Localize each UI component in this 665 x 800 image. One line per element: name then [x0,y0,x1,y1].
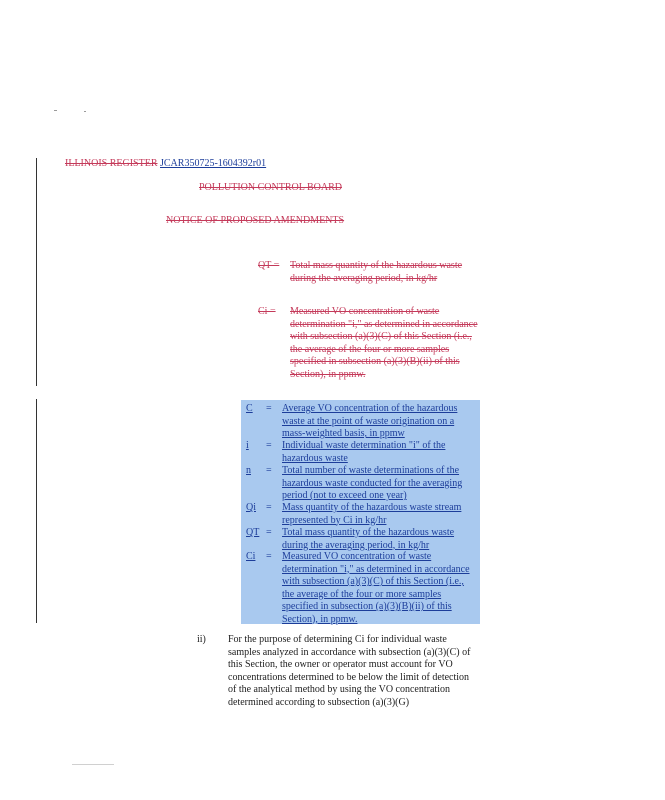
inserted-definition-c: Average VO concentration of the hazardous waste at the point of waste origination on a mass-weighted basis, in ppmw [282,403,458,439]
inserted-symbol-ci: Ci [246,551,256,562]
inserted-eq-ci: = [266,551,272,562]
inserted-definition-qt: Total mass quantity of the hazardous waste during the averaging period, in kg/hr [282,527,455,551]
inserted-eq-qt: = [266,527,272,538]
inserted-eq-i: = [266,440,272,451]
revision-bar-top [36,158,37,386]
inserted-eq-c: = [266,403,272,414]
register-line [65,158,266,169]
inserted-symbol-c: C [246,403,253,414]
inserted-definition-qi: Mass quantity of the hazardous waste stream represented by Ci in kg/hr [282,502,462,526]
paragraph-text: For the purpose of determining Ci for individual waste samples analyzed in accordance with subsection (a)(3)(C) of this Section, the owner or operator must account for VO concentrations determined to be below the limit of detection of the analytical method by using the VO concentration determined according to subsection (a)(3)(G) [228,634,471,708]
deleted-definition-qt: Total mass quantity of the hazardous waste during the averaging period, in kg/hr [290,260,463,284]
scan-mark-top [54,110,57,111]
deleted-definition-ci: Measured VO concentration of waste determination "i," as determined in accordance with subsection (a)(3)(C) of this Section (i.e., the average of the four or more samples specified in subsection (a)(3)(B)(ii) of this Section), in ppmw. [290,306,478,380]
notice-title: NOTICE OF PROPOSED AMENDMENTS [166,215,345,226]
deleted-symbol-qt: QT = [258,260,280,271]
deleted-symbol-ci: Ci = [258,306,276,317]
scan-mark-top-2 [84,111,86,112]
revision-bar-bottom [36,399,37,623]
inserted-eq-qi: = [266,502,272,513]
inserted-symbol-i: i [246,440,249,451]
inserted-definition-n: Total number of waste determinations of the hazardous waste conducted for the averaging period (not to exceed one year) [282,465,463,501]
scan-mark-bottom [72,764,114,765]
register-inserted: JCAR350725-1604392r01 [160,158,267,169]
inserted-symbol-n: n [246,465,251,476]
inserted-definition-ci: Measured VO concentration of waste determination "i," as determined in accordance with subsection (a)(3)(C) of this Section (i.e., the average of the four or more samples specified in subsection (a)(3)(B)(ii) of this Section), in ppmw. [282,551,470,625]
inserted-eq-n: = [266,465,272,476]
inserted-definition-i: Individual waste determination "i" of the hazardous waste [282,440,446,464]
paragraph-label: ii) [197,634,206,645]
register-deleted: ILLINOIS REGISTER [65,158,158,169]
board-title: POLLUTION CONTROL BOARD [199,182,342,193]
inserted-symbol-qi: Qi [246,502,256,513]
inserted-symbol-qt: QT [246,527,260,538]
